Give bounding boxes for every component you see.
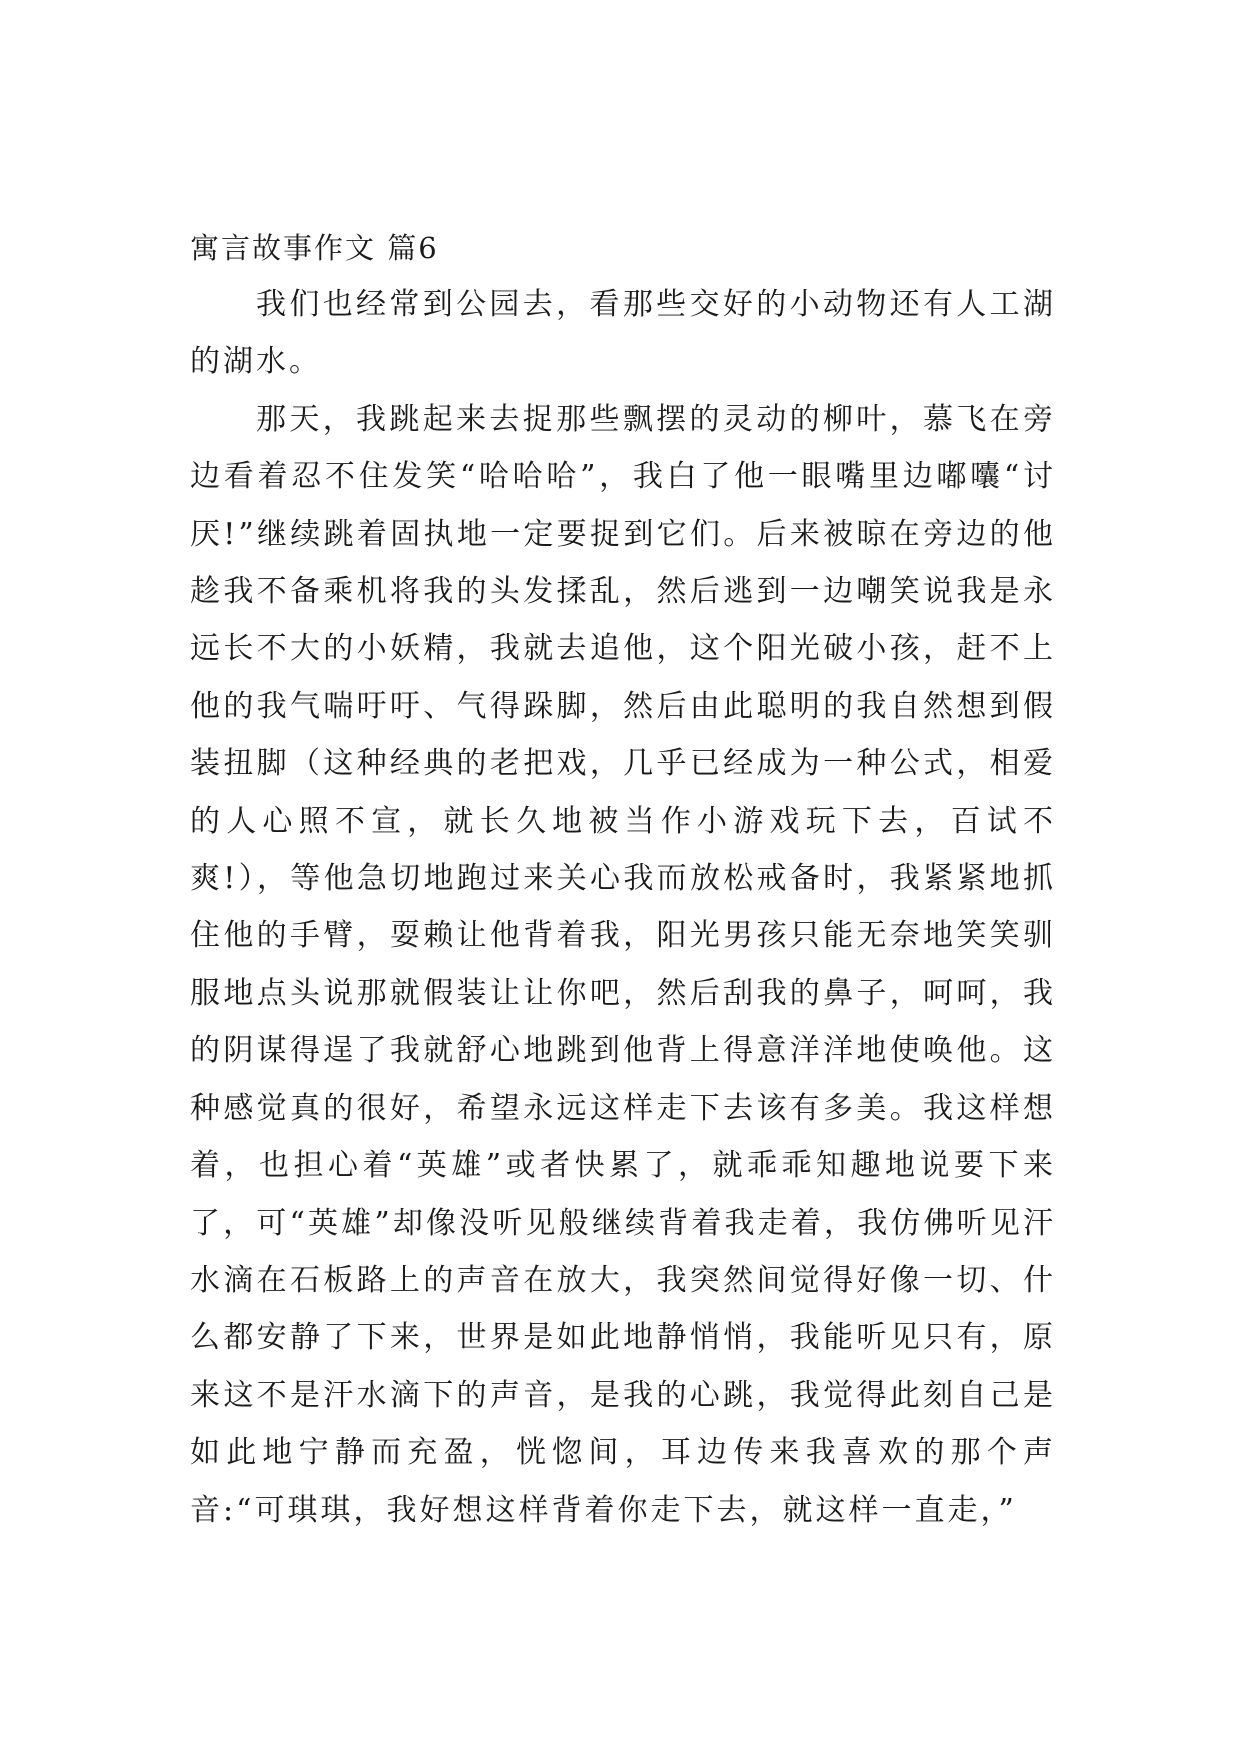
paragraph: 我们也经常到公园去，看那些交好的小动物还有人工湖的湖水。 xyxy=(190,287,1056,380)
document-body xyxy=(190,276,1056,1539)
document-title: 寓言故事作文 篇6 xyxy=(190,231,439,265)
paragraph: 那天，我跳起来去捉那些飘摆的灵动的柳叶，慕飞在旁边看着忍不住发笑“哈哈哈”，我白了他一眼嘴里边嘟囔“讨厌!”继续跳着固执地一定要捉到它们。后来被晾在旁边的他趁我不备乘机将我的头发揉乱，然后逃到一边嘲笑说我是永远长不大的小妖精，我就去追他，这个阳光破小孩，赶不上他的我气喘吁吁、气得跺脚，然后由此聪明的我自然想到假装扭脚（这种经典的老把戏，几乎已经成为一种公式，相爱的人心照不宣，就长久地被当作小游戏玩下去，百试不爽!），等他急切地跑过来关心我而放松戒备时，我紧紧地抓住他的手臂，耍赖让他背着我，阳光男孩只能无奈地笑笑驯服地点头说那就假装让让你吧，然后刮我的鼻子，呵呵，我的阴谋得逞了我就舒心地跳到他背上得意洋洋地使唤他。这种感觉真的很好，希望永远这样走下去该有多美。我这样想着，也担心着“英雄”或者快累了，就乖乖知趣地说要下来了，可“英雄”却像没听见般继续背着我走着，我仿佛听见汗水滴在石板路上的声音在放大，我突然间觉得好像一切、什么都安静了下来，世界是如此地静悄悄，我能听见只有，原来这不是汗水滴下的声音，是我的心跳，我觉得此刻自己是如此地宁静而充盈，恍惚间，耳边传来我喜欢的那个声音:“可琪琪，我好想这样背着你走下去，就这样一直走，” xyxy=(190,401,1056,1528)
